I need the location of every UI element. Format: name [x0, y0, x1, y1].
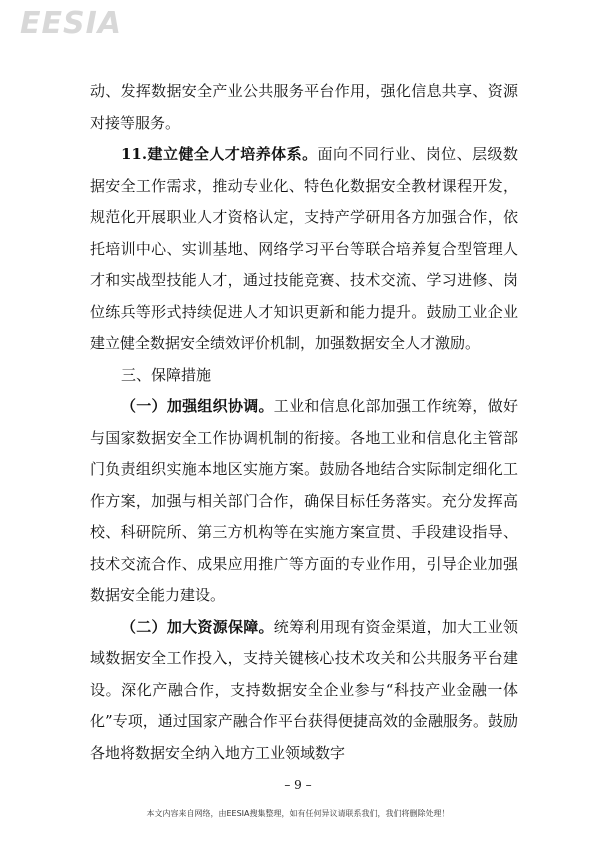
document-body [90, 76, 518, 769]
paragraph-text: 面向不同行业、岗位、层级数据安全工作需求，推动专业化、特色化数据安全教材课程开发，规范化开展职业人才资格认定，支持产学研用各方加强合作，依托培训中心、实训基地、网络学习平台等联合培养复合型管理人才和实战型技能人才，通过技能竞赛、技术交流、学习进修、岗位练兵等形式持续促进人才知识更新和能力提升。鼓励工业企业建立健全数据安全绩效评价机制，加强数据安全人才激励。 [90, 145, 518, 352]
paragraph-lead: （二）加大资源保障。 [121, 617, 274, 636]
eesia-logo: EESIA [20, 6, 122, 41]
page-number: – 9 – [284, 778, 312, 792]
paragraph-text: 动、发挥数据安全产业公共服务平台作用，强化信息共享、资源对接等服务。 [90, 82, 518, 132]
section-heading-safeguards [90, 360, 518, 392]
paragraph-continuation [90, 76, 518, 139]
footer-disclaimer: 本文内容来自网络，由EESIA搜集整理，如有任何异议请联系我们，我们将删除处理！ [146, 809, 450, 818]
paragraph-text: 统筹利用现有资金渠道，加大工业领域数据安全工作投入，支持关键核心技术攻关和公共服务平台建设。深化产融合作，支持数据安全企业参与“科技产业金融一体化”专项，通过国家产融合作平台获得便捷高效的金融服务。鼓励各地将数据安全纳入地方工业领域数字 [90, 617, 518, 762]
paragraph-lead: 11.建立健全人才培养体系。 [121, 145, 318, 163]
paragraph-organization [90, 391, 518, 612]
paragraph-resources [90, 612, 518, 770]
paragraph-text: 工业和信息化部加强工作统筹，做好与国家数据安全工作协调机制的衔接。各地工业和信息化主管部门负责组织实施本地区实施方案。鼓励各地结合实际制定细化工作方案，加强与相关部门合作，确保目标任务落实。充分发挥高校、科研院所、第三方机构等在实施方案宣贯、手段建设指导、技术交流合作、成果应用推广等方面的专业作用，引导企业加强数据安全能力建设。 [90, 397, 518, 604]
section-heading-text: 三、保障措施 [121, 365, 212, 384]
paragraph-lead: （一）加强组织协调。 [121, 397, 274, 415]
paragraph-talent-system [90, 139, 518, 360]
